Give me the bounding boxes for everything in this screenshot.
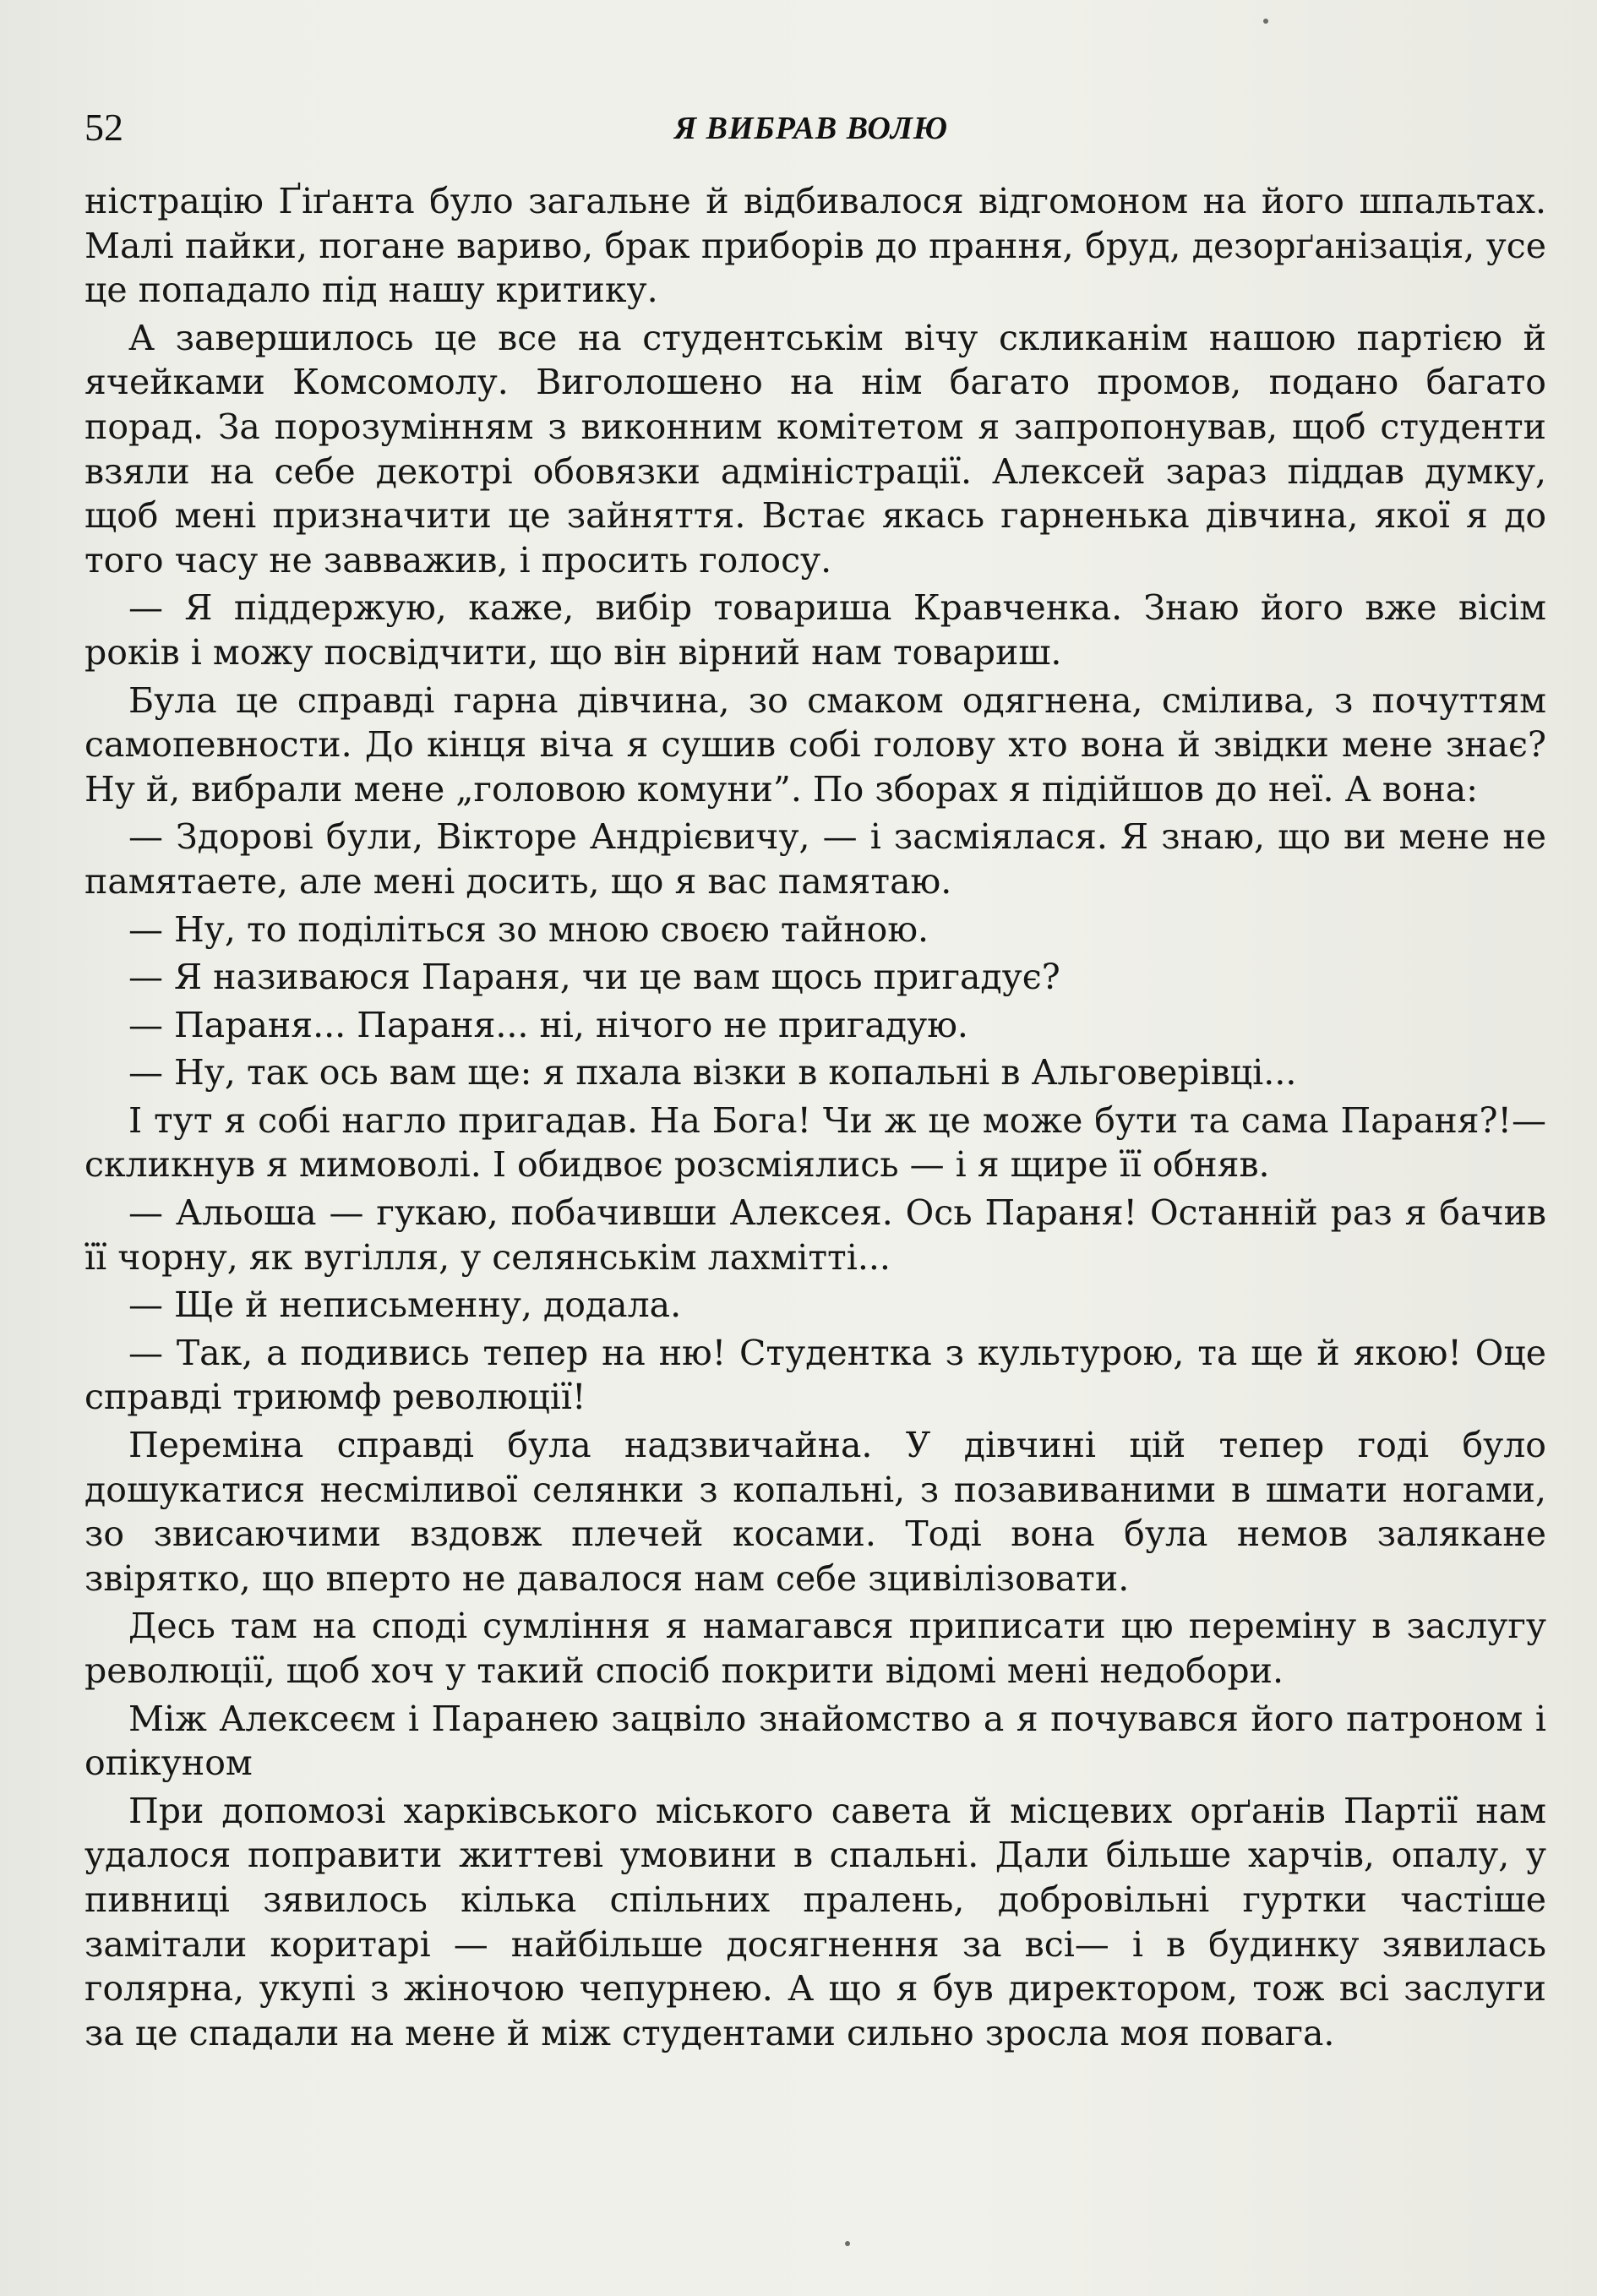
paragraph: Переміна справді була надзвичайна. У дівчині цій тепер годі було дошукатися несміливої селянки з копальні, з позавиваними в шмати ногами, зо звисаючими вздовж плечей косами. Тоді вона була немов залякане звірятко, що вперто не давалося нам себе зцивілізовати.: [84, 1425, 1546, 1599]
paragraph: — Здорові були, Вікторе Андрієвичу, — і засміялася. Я знаю, що ви мене не памятаете, але мені досить, що я вас памятаю.: [84, 816, 1546, 902]
paragraph: — Параня... Параня... ні, нічого не пригадую.: [128, 1004, 968, 1045]
paragraph: Була це справді гарна дівчина, зо смаком одягнена, смілива, з почуттям самопевности. До кінця віча я сушив собі голову хто вона й звідки мене знає? Ну й, вибрали мене „головою комуни”. По зборах я підійшов до неї. А вона:: [84, 679, 1546, 810]
page-number: 52: [84, 106, 123, 149]
paragraph: — Я називаюся Параня, чи це вам щось пригадує?: [128, 957, 1060, 998]
paragraph: Між Алексеєм і Паранею зацвіло знайомство а я почувався його патроном і опікуном: [84, 1698, 1546, 1784]
paragraph: — Альоша — гукаю, побачивши Алексея. Ось Параня! Останній раз я бачив її чорну, як вугілля, у селянськім лахмітті...: [84, 1192, 1546, 1278]
page-header: [84, 105, 1538, 155]
paragraph: — Я піддержую, каже, вибір товариша Кравченка. Знаю його вже вісім років і можу посвідчити, що він вірний нам товариш.: [84, 587, 1546, 673]
print-speck: [1263, 19, 1268, 24]
paragraph: — Ще й неписьменну, додала.: [128, 1284, 682, 1326]
paragraph: — Ну, то поділіться зо мною своєю тайною.: [128, 908, 929, 950]
paragraph: При допомозі харківського міського савета й місцевих орґанів Партії нам удалося поправити життеві умовини в спальні. Дали більше харчів, опалу, у пивниці зявилось кілька спільних пралень, добровільні гуртки частіше замітали коритарі — найбільше досягнення за всі— і в будинку зявилась голярна, укупі з жіночою чепурнею. А що я був директором, тож всі заслуги за це спадали на мене й між студентами сильно зросла моя повага.: [84, 1790, 1546, 2053]
running-title: Я ВИБРАВ ВОЛЮ: [673, 111, 949, 146]
paragraph: — Ну, так ось вам ще: я пхала візки в копальні в Альговерівці...: [128, 1052, 1297, 1093]
paragraph: І тут я собі нагло пригадав. На Бога! Чи ж це може бути та сама Параня?!—скликнув я мимоволі. І обидвоє розсміялись — і я щире її обняв.: [84, 1099, 1546, 1186]
paragraph: — Так, а подивись тепер на ню! Студентка з культурою, та ще й якою! Оце справді триюмф революції!: [84, 1332, 1546, 1418]
print-speck: [845, 2241, 850, 2246]
paragraph: А завершилось це все на студентськім вічу скликанім нашою партією й ячейками Комсомолу. Виголошено на нім багато промов, подано багато порад. За порозумінням з виконним комітетом я запропонував, щоб студенти взяли на себе декотрі обовязки адміністрації. Алексей зараз піддав думку, щоб мені призначити це зайняття. Встає якась гарненька дівчина, якої я до того часу не завважив, і просить голосу.: [84, 317, 1546, 581]
body-text: [84, 179, 1546, 2059]
paragraph: ністрацію Ґіґанта було загальне й відбивалося відгомоном на його шпальтах. Малі пайки, погане вариво, брак приборів до прання, бруд, дезорґанізація, усе це попадало під нашу критику.: [84, 181, 1546, 311]
paragraph: Десь там на споді сумління я намагався приписати цю переміну в заслугу революції, щоб хоч у такий спосіб покрити відомі мені недобори.: [84, 1606, 1546, 1691]
